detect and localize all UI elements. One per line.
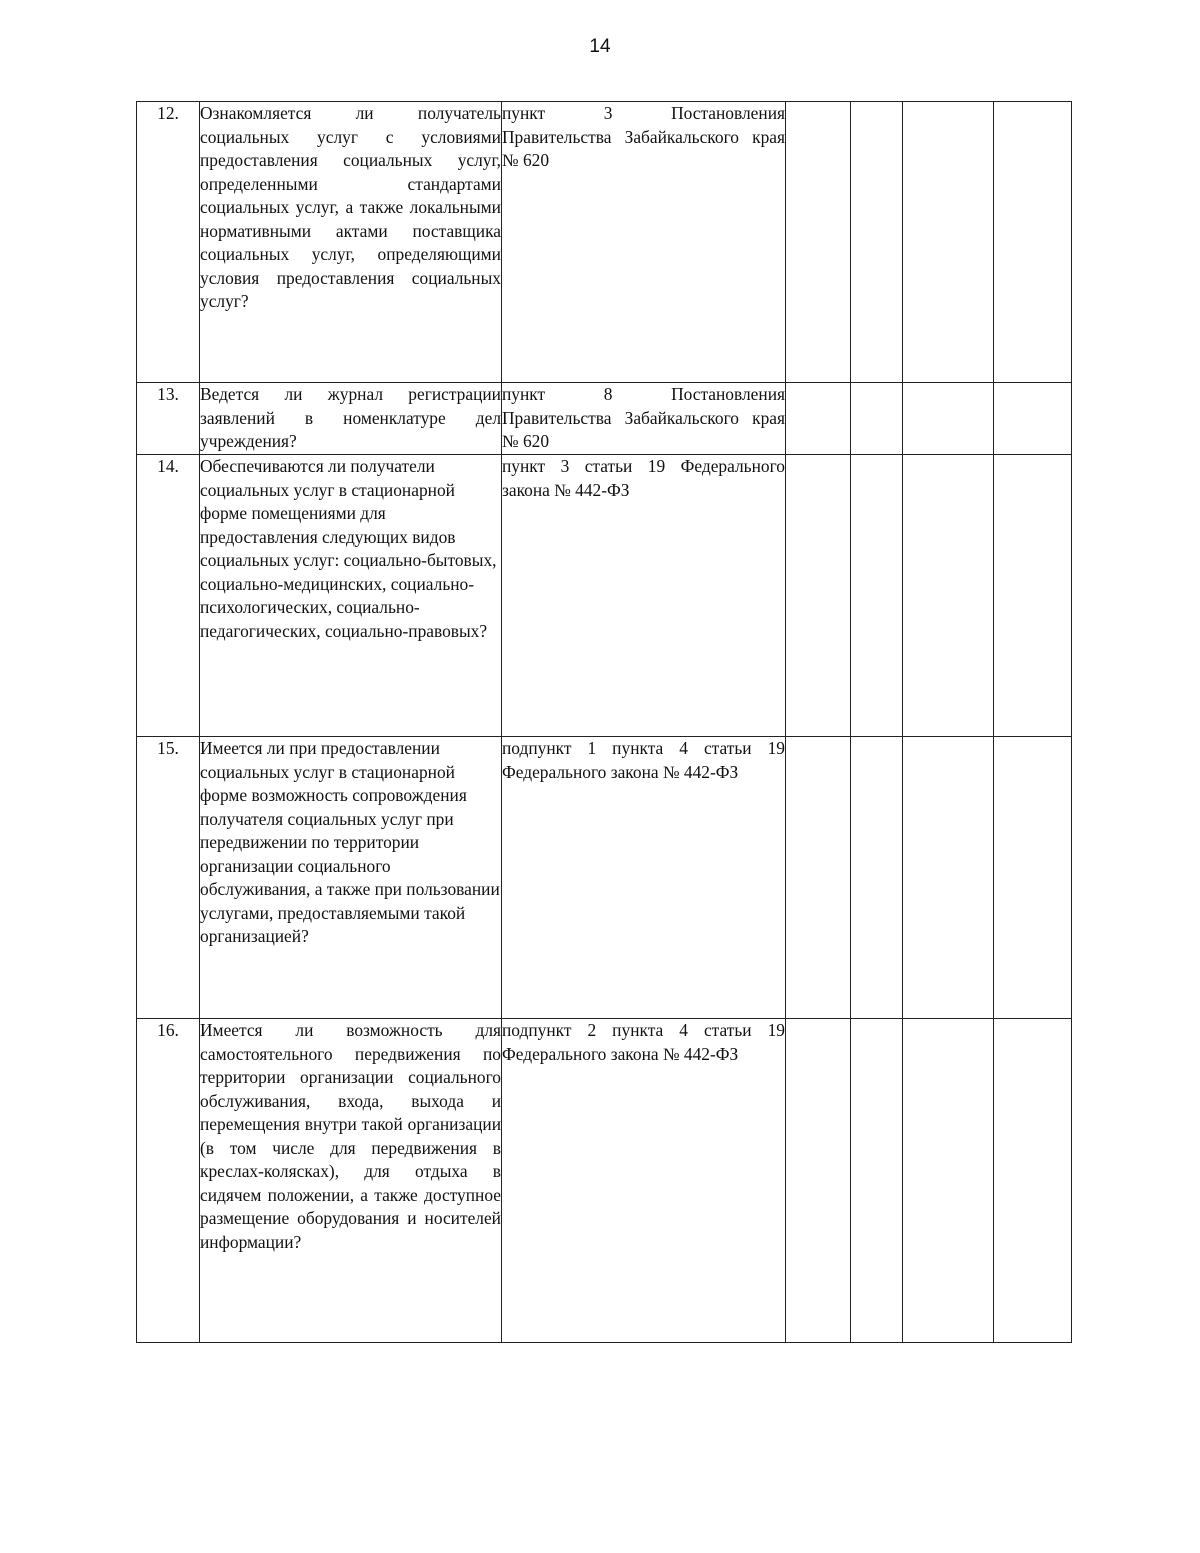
row-number: 13. — [137, 383, 200, 455]
row-number: 15. — [137, 737, 200, 1019]
legal-basis: подпункт 1 пункта 4 статьи 19 Федерального закона № 442-ФЗ — [502, 737, 786, 1019]
answer-cell-no — [851, 102, 903, 383]
answer-cell-no — [851, 1019, 903, 1343]
legal-basis: пункт 3 Постановления Правительства Забайкальского края № 620 — [502, 102, 786, 383]
answer-cell-not-applicable — [903, 102, 994, 383]
question-text: Ознакомляется ли получатель социальных услуг с условиями предоставления социальных услуг, определенными стандартами социальных услуг, а также локальными нормативными актами поставщика социальных услуг, определяющими условия предоставления социальных услуг? — [200, 102, 502, 383]
notes-cell — [994, 383, 1072, 455]
answer-cell-yes — [786, 102, 851, 383]
question-text: Имеется ли возможность для самостоятельного передвижения по территории организации социального обслуживания, входа, выхода и перемещения внутри такой организации (в том числе для передвижения в креслах-колясках), для отдыха в сидячем положении, а также доступное размещение оборудования и носителей информации? — [200, 1019, 502, 1343]
answer-cell-not-applicable — [903, 737, 994, 1019]
table-row — [137, 455, 1072, 737]
table-row — [137, 383, 1072, 455]
answer-cell-yes — [786, 1019, 851, 1343]
table-row — [137, 102, 1072, 383]
notes-cell — [994, 455, 1072, 737]
answer-cell-not-applicable — [903, 1019, 994, 1343]
answer-cell-yes — [786, 455, 851, 737]
row-number: 14. — [137, 455, 200, 737]
answer-cell-no — [851, 455, 903, 737]
legal-basis: подпункт 2 пункта 4 статьи 19 Федерального закона № 442-ФЗ — [502, 1019, 786, 1343]
notes-cell — [994, 737, 1072, 1019]
row-number: 16. — [137, 1019, 200, 1343]
legal-basis: пункт 8 Постановления Правительства Забайкальского края № 620 — [502, 383, 786, 455]
page-number: 14 — [589, 36, 611, 57]
checklist-table — [136, 101, 1072, 1343]
answer-cell-yes — [786, 737, 851, 1019]
table-row — [137, 737, 1072, 1019]
question-text: Имеется ли при предоставлении социальных услуг в стационарной форме возможность сопровождения получателя социальных услуг при передвижении по территории организации социального обслуживания, а также при пользовании услугами, предоставляемыми такой организацией? — [200, 737, 502, 1019]
answer-cell-no — [851, 383, 903, 455]
question-text: Обеспечиваются ли получатели социальных услуг в стационарной форме помещениями для предоставления следующих видов социальных услуг: социально-бытовых, социально-медицинских, социально-психологических, социально-педагогических, социально-правовых? — [200, 455, 502, 737]
answer-cell-no — [851, 737, 903, 1019]
answer-cell-not-applicable — [903, 455, 994, 737]
table-row — [137, 1019, 1072, 1343]
answer-cell-yes — [786, 383, 851, 455]
notes-cell — [994, 102, 1072, 383]
answer-cell-not-applicable — [903, 383, 994, 455]
row-number: 12. — [137, 102, 200, 383]
question-text: Ведется ли журнал регистрации заявлений в номенклатуре дел учреждения? — [200, 383, 502, 455]
legal-basis: пункт 3 статьи 19 Федерального закона № 442-ФЗ — [502, 455, 786, 737]
notes-cell — [994, 1019, 1072, 1343]
